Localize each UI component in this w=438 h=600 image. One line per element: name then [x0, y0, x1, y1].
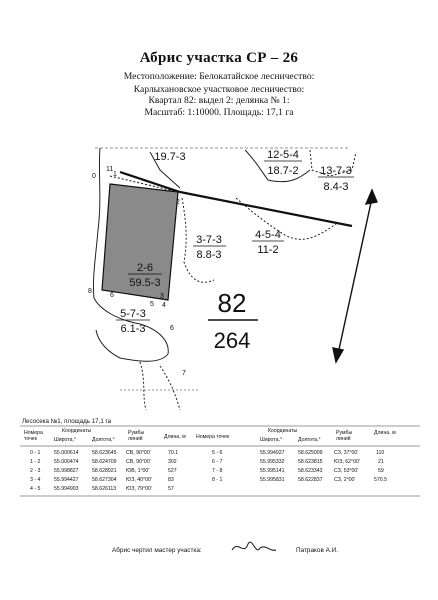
vydel-7-bottom: 6.1-3 — [120, 323, 146, 335]
point-label-3: 3 — [160, 293, 164, 300]
col-header-rumb-r: Румбы линий — [336, 430, 353, 442]
col-header-num: Номера точек — [24, 430, 43, 442]
quarter-number: 82 — [217, 288, 247, 318]
table-cell: 55.994903 — [54, 486, 79, 492]
table-cell: ЮЗ, 40°00' — [126, 477, 152, 483]
table-cell: 527 — [168, 468, 177, 474]
table-cell: 55.995332 — [260, 459, 285, 465]
table-cell: 55.995831 — [260, 477, 285, 483]
table-cell: ЮЗ, 62°00' — [334, 459, 360, 465]
point-label-6: 6 — [110, 292, 114, 299]
col-header-num-r: Номера точек — [196, 434, 230, 440]
table-cell: 570.5 — [374, 477, 387, 483]
table-cell: 0 - 1 — [30, 450, 41, 456]
vydel-4-top: 3-7-3 — [196, 234, 222, 246]
col-header-coords: Координаты — [62, 428, 92, 434]
point-label-5: 5 — [150, 301, 154, 308]
table-cell: 2 - 3 — [30, 468, 41, 474]
north-arrow — [333, 190, 377, 362]
quarter-area: 264 — [213, 328, 251, 353]
table-cell: ЮВ, 1°00' — [126, 468, 150, 474]
table-cell: 55.994427 — [54, 477, 79, 483]
table-cell: 58.628921 — [92, 468, 117, 474]
col-header-coords-r: Координаты — [268, 428, 298, 434]
col-header-lat: Широта,° — [54, 437, 77, 443]
table-cell: 3 - 4 — [30, 477, 41, 483]
point-label-8: 8 — [88, 288, 92, 295]
footer-label: Абрис чертил мастер участка: — [112, 547, 202, 554]
table-cell: 55.998827 — [54, 468, 79, 474]
page-title: Абрис участка СР – 26 — [139, 50, 299, 66]
header-scale-area: Масштаб: 1:10000. Площадь: 17,1 га — [144, 107, 294, 118]
vydel-4-bottom: 8.8-3 — [196, 249, 222, 261]
vydel-3-top: 13-7-3 — [320, 165, 352, 177]
vydel-5-top: 4-5-4 — [255, 229, 281, 241]
signature-image — [232, 542, 276, 550]
header-location: Местоположение: Белокатайское лесничество: — [123, 71, 315, 82]
vydel-2-top: 12-5-4 — [267, 149, 299, 161]
table-cell: 58.623343 — [298, 468, 323, 474]
table-cell: 55.000614 — [54, 450, 79, 456]
header-district: Карлыхановское участковое лесничество: — [133, 84, 305, 95]
table-cell: 110 — [376, 450, 385, 456]
table-cell: 58.626113 — [92, 486, 117, 492]
table-cell: 70.1 — [168, 450, 179, 456]
vydel-6-bottom: 59.5-3 — [129, 277, 161, 289]
table-cell: 21 — [378, 459, 384, 465]
left-boundary-line — [93, 148, 100, 298]
table-cell: СВ, 90°00' — [126, 459, 151, 465]
table-cell: 58.623815 — [298, 459, 323, 465]
table-cell: 58.625009 — [298, 450, 323, 456]
vydel-6-top: 2-6 — [137, 262, 153, 274]
point-label-11: 11 — [106, 166, 114, 173]
table-cell: 58.623645 — [92, 450, 117, 456]
table-cell: 6 - 7 — [212, 459, 223, 465]
table-cell: 58.627304 — [92, 477, 117, 483]
col-header-len-r: Длина, м — [374, 430, 396, 436]
vydel-1-top: 19.7-3 — [154, 151, 186, 163]
table-cell: 57 — [168, 486, 174, 492]
point-label-0: 0 — [92, 173, 96, 180]
col-header-lon: Долгота,° — [92, 437, 115, 443]
table-cell: ЮЗ, 79°00' — [126, 486, 152, 492]
table-cell: 5 - 6 — [212, 450, 223, 456]
point-label-7: 7 — [182, 370, 186, 377]
table-cell: 55.994927 — [260, 450, 285, 456]
vydel-7-top: 5-7-3 — [120, 308, 146, 320]
table-cell: 59 — [378, 468, 384, 474]
table-cell: 55.000474 — [54, 459, 79, 465]
table-cell: 8 - 1 — [212, 477, 223, 483]
point-label-4: 4 — [162, 302, 166, 309]
table-cell: СЗ, 53°00' — [334, 468, 359, 474]
table-cell: СЗ, 37°00' — [334, 450, 359, 456]
col-header-len: Длина, м — [164, 434, 186, 440]
table-cell: 83 — [168, 477, 174, 483]
table-cell: 4 - 5 — [30, 486, 41, 492]
col-header-lon-r: Долгота,° — [298, 437, 321, 443]
table-cell: СВ, 90°00' — [126, 450, 151, 456]
vydel-3-bottom: 8.4-3 — [323, 181, 349, 193]
point-label-1: 1 — [113, 171, 117, 178]
table-cell: 58.622837 — [298, 477, 323, 483]
point-label-2: 2 — [176, 199, 180, 206]
header-quarter: Квартал 82: выдел 2: делянка № 1: — [148, 95, 290, 106]
table-cell: 55.995141 — [260, 468, 285, 474]
table-cell: СЗ, 2°00' — [334, 477, 356, 483]
table-cell: 58.624709 — [92, 459, 117, 465]
col-header-lat-r: Широта,° — [260, 437, 283, 443]
table-cell: 1 - 2 — [30, 459, 41, 465]
point-label-6b: 6 — [170, 325, 174, 332]
table-cell: 302 — [168, 459, 177, 465]
lesoseka-caption: Лесосека №1, площадь 17,1 га — [22, 418, 112, 425]
footer-name: Патраков А.И. — [296, 547, 339, 554]
table-cell: 7 - 8 — [212, 468, 223, 474]
vydel-2-bottom: 18.7-2 — [267, 165, 299, 177]
vydel-5-bottom: 11-2 — [257, 244, 279, 256]
col-header-rumb: Румбы линий — [128, 430, 145, 442]
